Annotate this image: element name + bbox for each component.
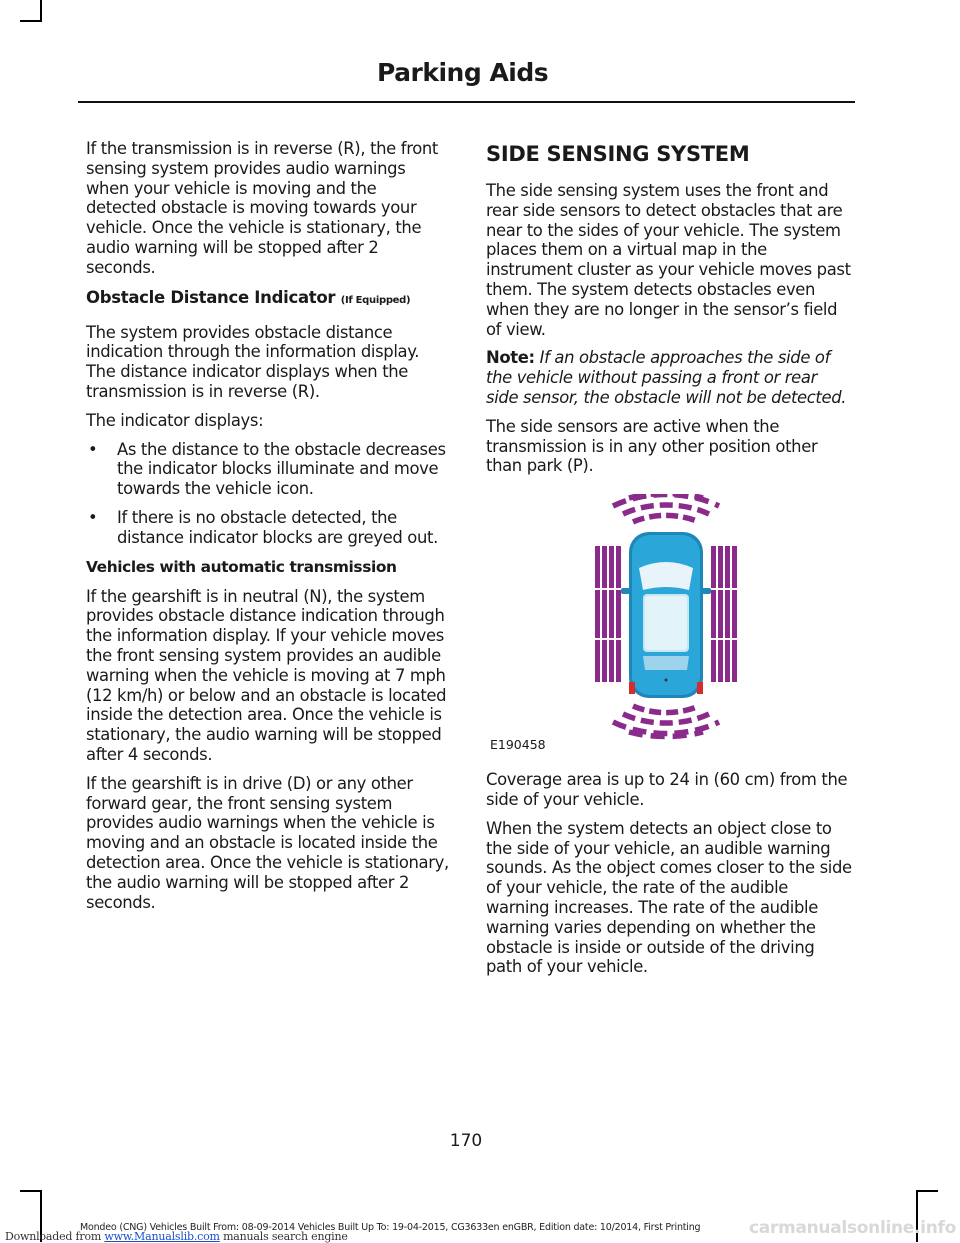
note [486,348,852,407]
side-sensing-paragraph-1: The side sensing system uses the front and rear side sensors to detect obstacles that are near to the sides of your vehicle. The system places them on a virtual map in the instrument cluster as your vehicle moves past them. The system detects obstacles even when they are no longer in the sensor’s field of view. [486,181,851,339]
note-text: If an obstacle approaches the side of the vehicle without passing a front or rear side sensor, the obstacle will not be detected. [486,348,847,407]
list-item [86,508,451,548]
right-column [486,139,852,986]
downloaded-from-text: Downloaded from [5,1230,102,1243]
crop-mark [40,0,42,22]
obstacle-heading-qualifier: (If Equipped) [340,294,411,306]
manuals-search-text: manuals search engine [223,1230,348,1243]
bullet-text: If there is no obstacle detected, the distance indicator blocks are greyed out. [117,507,438,547]
note-label: Note: [486,348,535,368]
side-sensing-paragraph-3: Coverage area is up to 24 in (60 cm) from the side of your vehicle. [486,770,848,809]
right-side-sensor-bars [711,546,737,682]
left-side-sensor-bars [595,546,621,682]
indicator-bullet-list [86,440,451,548]
obstacle-paragraph: The system provides obstacle distance indication through the information display. The distance indicator displays when the transmission is in reverse (R). [86,322,420,401]
left-column [86,139,451,921]
vehicle-sensor-diagram [591,494,741,744]
page-title: Parking Aids [377,58,549,87]
intro-paragraph: If the transmission is in reverse (R), the front sensing system provides audio warnings when your vehicle is moving and the detected obstacle is moving towards your vehicle. Once the vehicle is stationary, the audio warning will be stopped after 2 seconds. [86,139,439,277]
bullet-mark: • [88,507,98,527]
side-sensing-figure [486,494,852,764]
rear-sensor-arcs [613,706,719,737]
bullet-mark: • [88,439,98,459]
crop-mark [916,1190,938,1192]
front-sensor-arcs [613,494,719,522]
list-item [86,440,451,499]
automatic-paragraph-1: If the gearshift is in neutral (N), the system provides obstacle distance indication through the information display. If your vehicle moves the front sensing system provides an audible warning when the vehicle is moving at 7 mph (12 km/h) or below and an obstacle is located inside the detection area. Once the vehicle is stationary, the audio warning will be stopped after 4 seconds. [86,586,447,764]
automatic-transmission-heading: Vehicles with automatic transmission [86,557,397,576]
title-divider [78,101,855,103]
page-number: 170 [449,1131,483,1151]
crop-mark [20,20,42,22]
indicator-intro: The indicator displays: [86,410,264,430]
side-sensing-paragraph-4: When the system detects an object close to the side of your vehicle, an audible warning sounds. As the object comes closer to the side of your vehicle, the rate of the audible warning increases. The rate of the audible warning varies depending on whether the obstacle is inside or outside of the driving path of your vehicle. [486,818,852,977]
obstacle-indicator-heading [86,287,451,312]
crop-mark [20,1190,42,1192]
vehicle-icon [621,532,711,698]
figure-id: E190458 [490,737,546,753]
document-info: Mondeo (CNG) Vehicles Built From: 08-09-2014 Vehicles Built Up To: 19-04-2015, CG3633en enGBR, Edition date: 10/2014, First Printing [80,1222,701,1233]
automatic-paragraph-2: If the gearshift is in drive (D) or any other forward gear, the front sensing system provides audio warnings when the vehicle is moving and an obstacle is located inside the detection area. Once the vehicle is stationary, the audio warning will be stopped after 2 seconds. [86,773,449,912]
side-sensing-heading: SIDE SENSING SYSTEM [486,142,750,166]
bullet-text: As the distance to the obstacle decreases the indicator blocks illuminate and move towards the vehicle icon. [117,439,446,499]
watermark: carmanualsonline.info [749,1218,956,1238]
side-sensing-paragraph-2: The side sensors are active when the transmission is in any other position other than park (P). [486,416,818,476]
obstacle-heading-text: Obstacle Distance Indicator [86,287,336,307]
manualslib-link[interactable]: www.Manualslib.com [104,1230,220,1243]
